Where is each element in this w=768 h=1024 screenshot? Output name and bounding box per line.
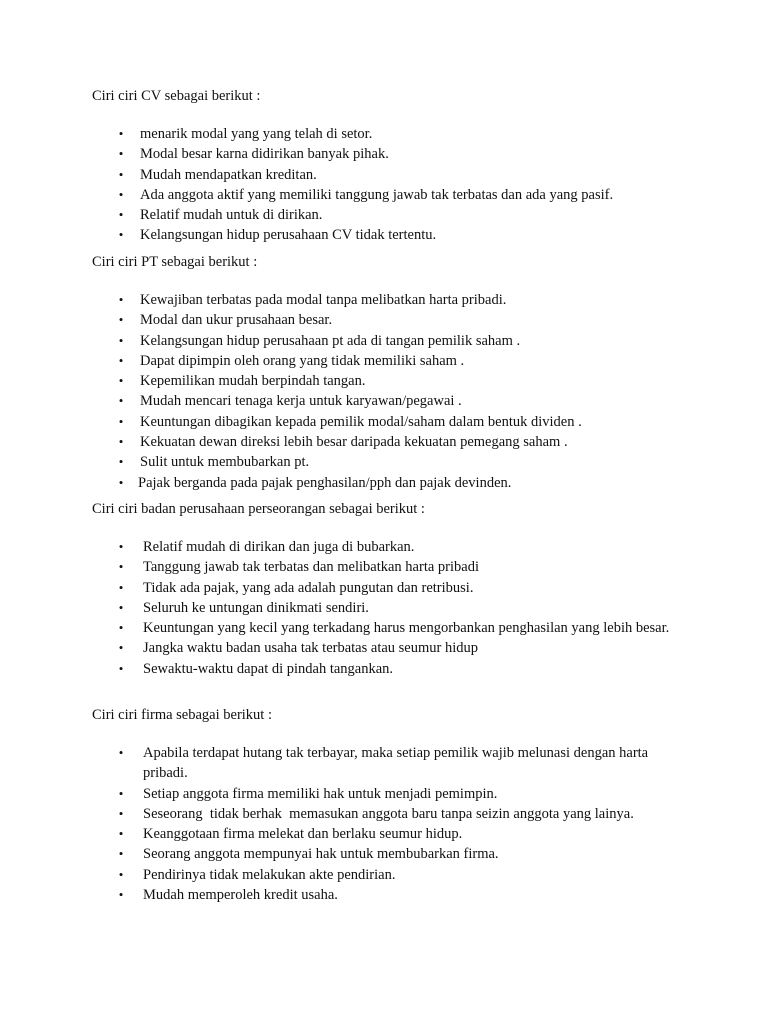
bullet-icon: •: [118, 373, 124, 389]
list-item: • Dapat dipimpin oleh orang yang tidak memiliki saham .: [92, 351, 692, 371]
list-item: • Mudah mendapatkan kreditan.: [92, 165, 692, 185]
bullet-icon: •: [118, 413, 124, 429]
list-item: • menarik modal yang yang telah di setor.: [92, 124, 692, 144]
list-item: • Sewaktu-waktu dapat di pindah tangankan.: [92, 659, 682, 679]
bullet-list: [92, 290, 692, 493]
section-heading: Ciri ciri badan perusahaan perseorangan sebagai berikut :: [92, 501, 425, 517]
bullet-list: [92, 537, 682, 679]
bullet-icon: •: [118, 393, 124, 409]
bullet-icon: •: [118, 352, 124, 368]
bullet-icon: •: [118, 312, 124, 328]
section-perseorangan: [92, 499, 692, 679]
bullet-icon: •: [118, 186, 124, 202]
list-item: • Kepemilikan mudah berpindah tangan.: [92, 371, 692, 391]
section-pt: [92, 252, 692, 493]
list-item: • Pendirinya tidak melakukan akte pendirian.: [92, 865, 682, 885]
bullet-icon: •: [118, 474, 124, 490]
list-item: • Jangka waktu badan usaha tak terbatas atau seumur hidup: [92, 638, 682, 658]
list-item: • Sulit untuk membubarkan pt.: [92, 452, 692, 472]
bullet-icon: •: [118, 660, 124, 676]
bullet-icon: •: [118, 866, 124, 882]
list-item: • Modal dan ukur prusahaan besar.: [92, 310, 692, 330]
list-item: • Keanggotaan firma melekat dan berlaku seumur hidup.: [92, 824, 682, 844]
list-item: • Modal besar karna didirikan banyak pihak.: [92, 144, 692, 164]
list-item: • Mudah mencari tenaga kerja untuk karyawan/pegawai .: [92, 391, 692, 411]
list-item: • Seseorang tidak berhak memasukan anggota baru tanpa seizin anggota yang lainya.: [92, 804, 682, 824]
bullet-icon: •: [118, 434, 124, 450]
bullet-icon: •: [118, 846, 124, 862]
bullet-icon: •: [118, 579, 124, 595]
bullet-icon: •: [118, 599, 124, 615]
list-item: • Kekuatan dewan direksi lebih besar daripada kekuatan pemegang saham .: [92, 432, 692, 452]
bullet-icon: •: [118, 785, 124, 801]
bullet-icon: •: [118, 640, 124, 656]
list-item: • Relatif mudah di dirikan dan juga di bubarkan.: [92, 537, 682, 557]
bullet-icon: •: [118, 292, 124, 307]
bullet-list: [92, 124, 692, 246]
list-item: • Tidak ada pajak, yang ada adalah pungutan dan retribusi.: [92, 578, 682, 598]
bullet-icon: •: [118, 454, 124, 470]
list-item: • Seorang anggota mempunyai hak untuk membubarkan firma.: [92, 844, 682, 864]
section-firma: [92, 705, 692, 905]
list-item: • Kelangsungan hidup perusahaan CV tidak tertentu.: [92, 225, 692, 245]
list-item: • Relatif mudah untuk di dirikan.: [92, 205, 692, 225]
bullet-icon: •: [118, 887, 124, 903]
bullet-icon: •: [118, 539, 124, 554]
list-item: • Apabila terdapat hutang tak terbayar, maka setiap pemilik wajib melunasi dengan harta pribadi.: [92, 743, 682, 784]
section-heading: Ciri ciri firma sebagai berikut :: [92, 707, 272, 723]
bullet-icon: •: [118, 227, 124, 243]
bullet-icon: •: [118, 146, 124, 162]
list-item: • Setiap anggota firma memiliki hak untuk menjadi pemimpin.: [92, 784, 682, 804]
bullet-icon: •: [118, 126, 124, 141]
bullet-icon: •: [118, 166, 124, 182]
list-item: • Keuntungan dibagikan kepada pemilik modal/saham dalam bentuk dividen .: [92, 412, 692, 432]
bullet-icon: •: [118, 207, 124, 223]
list-item: • Kelangsungan hidup perusahaan pt ada di tangan pemilik saham .: [92, 331, 692, 351]
section-heading: Ciri ciri CV sebagai berikut :: [92, 88, 261, 104]
list-item: • Keuntungan yang kecil yang terkadang harus mengorbankan penghasilan yang lebih besar.: [92, 618, 682, 638]
bullet-icon: •: [118, 332, 124, 348]
list-item: • Kewajiban terbatas pada modal tanpa melibatkan harta pribadi.: [92, 290, 692, 310]
section-cv: [92, 86, 692, 246]
list-item: • Tanggung jawab tak terbatas dan melibatkan harta pribadi: [92, 557, 682, 577]
bullet-icon: •: [118, 805, 124, 821]
bullet-icon: •: [118, 745, 124, 760]
bullet-icon: •: [118, 826, 124, 842]
list-item: • Ada anggota aktif yang memiliki tanggung jawab tak terbatas dan ada yang pasif.: [92, 185, 692, 205]
bullet-icon: •: [118, 559, 124, 575]
section-heading: Ciri ciri PT sebagai berikut :: [92, 254, 258, 270]
bullet-icon: •: [118, 620, 124, 636]
list-item: • Seluruh ke untungan dinikmati sendiri.: [92, 598, 682, 618]
bullet-list: [92, 743, 682, 905]
list-item: • Pajak berganda pada pajak penghasilan/pph dan pajak devinden.: [92, 473, 692, 493]
list-item: • Mudah memperoleh kredit usaha.: [92, 885, 682, 905]
